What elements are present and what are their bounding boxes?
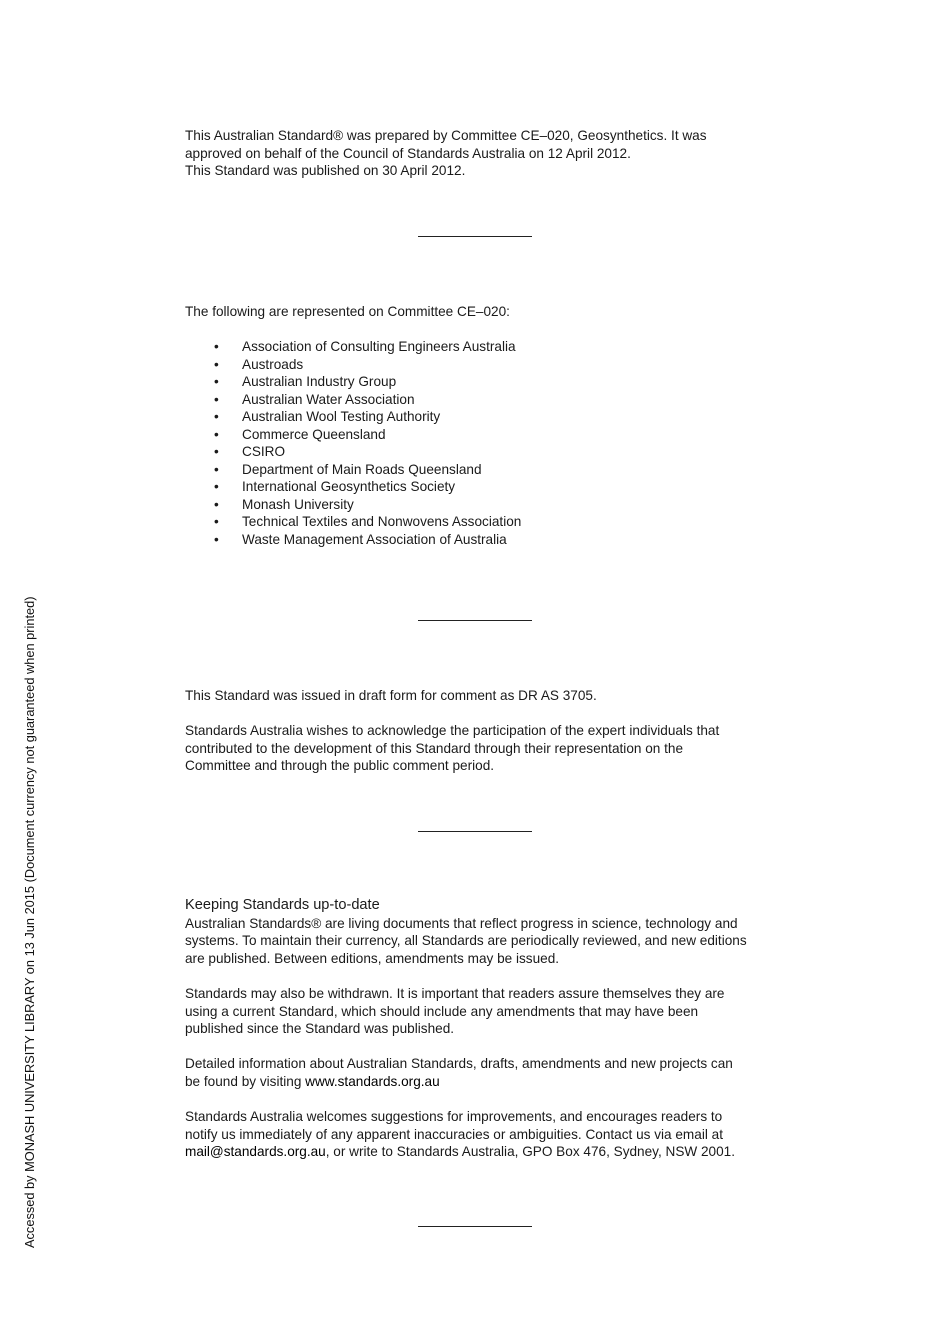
bullet-icon: • [214,479,219,495]
paragraph-line: using a current Standard, which should include any amendments that may have been [185,1003,699,1019]
paragraph-line: are published. Between editions, amendments may be issued. [185,950,560,966]
bullet-icon: • [214,514,219,530]
bullet-icon: • [214,531,219,547]
list-item [185,443,785,461]
preparation-notice [185,127,785,180]
list-item [185,461,785,479]
list-item [185,496,785,514]
member-name: CSIRO [242,444,286,460]
website-link[interactable]: www.standards.org.au [305,1073,440,1089]
section-heading: Keeping Standards up-to-date [185,897,380,913]
bullet-icon: • [214,339,219,355]
paragraph-line: systems. To maintain their currency, all Standards are periodically reviewed, and new editions [185,933,747,949]
list-item [185,426,785,444]
bullet-icon: • [214,444,219,460]
member-name: Australian Industry Group [242,374,397,390]
list-item [185,408,785,426]
draft-issued-text: This Standard was issued in draft form for comment as DR AS 3705. [185,688,597,703]
bullet-icon: • [214,496,219,512]
paragraph-line: Standards Australia welcomes suggestions for improvements, and encourages readers to [185,1109,723,1125]
member-name: Technical Textiles and Nonwovens Association [242,514,522,530]
email-link[interactable]: mail@standards.org.au [185,1144,326,1160]
prep-line: This Standard was published on 30 April 2012. [185,163,466,179]
bullet-icon: • [214,391,219,407]
prep-line: approved on behalf of the Council of Standards Australia on 12 April 2012. [185,145,631,161]
list-item [185,338,785,356]
member-name: Department of Main Roads Queensland [242,461,482,477]
member-name: International Geosynthetics Society [242,479,456,495]
paragraph-line [185,1143,785,1161]
paragraph-line: Standards may also be withdrawn. It is important that readers assure themselves they are [185,985,725,1001]
member-name: Austroads [242,356,304,372]
list-item [185,531,785,549]
paragraph-text: be found by visiting [185,1073,306,1089]
list-item [185,513,785,531]
list-item [185,356,785,374]
committee-section [185,303,785,548]
bullet-icon: • [214,409,219,425]
paragraph-line: notify us immediately of any apparent inaccuracies or ambiguities. Contact us via email at [185,1126,723,1142]
member-name: Monash University [242,496,354,512]
acknowledgement-line: contributed to the development of this Standard through their representation on the [185,740,684,756]
bullet-icon: • [214,461,219,477]
divider-rule [418,620,532,621]
bullet-icon: • [214,356,219,372]
member-name: Association of Consulting Engineers Australia [242,339,516,355]
divider-rule [418,1226,532,1227]
paragraph-line: Australian Standards® are living documents that reflect progress in science, technology and [185,915,738,931]
list-item [185,373,785,391]
acknowledgement-line: Standards Australia wishes to acknowledge the participation of the expert individuals that [185,723,720,739]
divider-rule [418,831,532,832]
bullet-icon: • [214,374,219,390]
member-name: Commerce Queensland [242,426,386,442]
list-item [185,391,785,409]
divider-rule [418,236,532,237]
acknowledgement-line: Committee and through the public comment period. [185,758,495,774]
prep-line: This Australian Standard® was prepared by Committee CE–020, Geosynthetics. It was [185,128,707,143]
paragraph-text: , or write to Standards Australia, GPO Box 476, Sydney, NSW 2001. [325,1144,736,1160]
keeping-standards-section [185,897,785,1161]
member-name: Australian Wool Testing Authority [242,409,441,425]
draft-section [185,687,785,775]
paragraph-line [185,1073,785,1091]
bullet-icon: • [214,426,219,442]
access-watermark: Accessed by MONASH UNIVERSITY LIBRARY on 13 Jun 2015 (Document currency not guaranteed when printed) [22,596,37,1248]
member-name: Waste Management Association of Australia [242,531,507,547]
committee-intro: The following are represented on Committee CE–020: [185,304,510,319]
committee-member-list [185,338,785,548]
member-name: Australian Water Association [242,391,415,407]
paragraph-line: Detailed information about Australian Standards, drafts, amendments and new projects can [185,1056,733,1072]
paragraph-line: published since the Standard was published. [185,1021,455,1037]
list-item [185,478,785,496]
